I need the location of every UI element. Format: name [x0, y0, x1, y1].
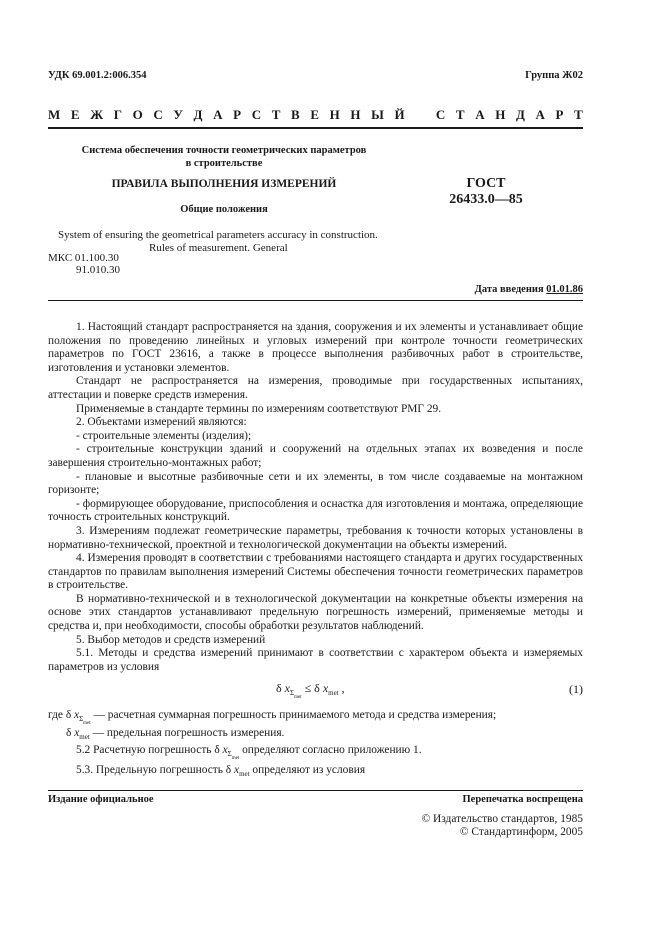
- intro-date-label: Дата введения: [474, 284, 544, 295]
- paragraph: 5. Выбор методов и средств измерений: [76, 633, 266, 646]
- banner-letter: Е: [310, 107, 319, 122]
- english-title-line: System of ensuring the geometrical parameters accuracy in construction.: [58, 229, 378, 241]
- system-title-line: в строительстве: [185, 158, 263, 169]
- banner-letter: С: [435, 107, 446, 122]
- paragraph: Применяемые в стандарте термины по измерениям соответствуют РМГ 29.: [76, 402, 442, 415]
- formula-number: (1): [569, 682, 583, 696]
- banner-letter: А: [535, 107, 545, 122]
- where-prefix: где: [48, 709, 63, 721]
- paragraph: Стандарт не распространяется на измерения, проводимые при государственных испытаниях, аттестации и поверке средств измерения.: [48, 375, 583, 401]
- banner-letter: А: [213, 107, 223, 122]
- list-item: - формирующее оборудование, приспособления и оснастка для изготовления и монтажа, определяющие точность строительных конструкций.: [48, 497, 583, 524]
- list-item: - строительные конструкции зданий и сооружений на отдельных этапах их возведения и после завершения строительно-монтажных работ;: [48, 443, 583, 469]
- udk-code: УДК 69.001.2:006.354: [48, 70, 147, 81]
- paragraph: В нормативно-технической и в технологической документации на конкретные объекты измерения на основе этих стандартов устанавливают предельную погрешность измерений, применяемые методы и средства и, при необходимости, способы обработки результатов наблюдений.: [48, 592, 583, 633]
- clause-5-2: 5.2 Расчетную погрешность δ $x_{\Sigma_{met}}$ определяют согласно приложению 1.: [76, 744, 422, 761]
- paragraph: 3. Измерениям подлежат геометрические параметры, требования к точности которых установлены в нормативно-технической, проектной и технологической документации на объекты измерений.: [48, 524, 583, 551]
- banner-letter: Р: [555, 107, 564, 122]
- banner-letter: Г: [113, 107, 122, 122]
- banner-letter: Н: [350, 107, 361, 122]
- copyright-line: © Стандартинформ, 2005: [459, 826, 583, 838]
- body-text: [48, 321, 583, 674]
- interstate-standard-banner: [48, 107, 583, 123]
- paragraph: 2. Объектами измерений являются:: [76, 416, 247, 429]
- official-edition: Издание официальное: [48, 794, 154, 805]
- paragraph: 5.1. Методы и средства измерений принимают в соответствии с характером объекта и измеряемых параметров из условия: [48, 647, 583, 673]
- banner-letter: С: [251, 107, 262, 122]
- group-code: Группа Ж02: [525, 70, 583, 81]
- reprint-prohibited: Перепечатка воспрещена: [462, 794, 583, 805]
- gost-number: 26433.0—85: [449, 192, 523, 207]
- list-item: - строительные элементы (изделия);: [76, 429, 252, 442]
- mks-line: 91.010.30: [76, 264, 120, 276]
- gost-designation: [431, 176, 541, 208]
- banner-letter: Ж: [90, 107, 104, 122]
- banner-letter: Д: [515, 107, 525, 122]
- subtitle: Общие положения: [180, 204, 268, 215]
- clause-text: определяют согласно приложению 1.: [242, 744, 422, 756]
- banner-letter: Н: [495, 107, 506, 122]
- title-rule: [48, 300, 583, 301]
- clause-text: 5.2 Расчетную погрешность: [76, 744, 212, 756]
- mks-line: МКС 01.100.30: [48, 252, 119, 264]
- formula-1: δ $x_{\Sigma_{met}} \le \delta$ $x_{met}$ ,: [276, 681, 345, 700]
- where-clause-2: δ $x_{met}$ — предельная погрешность измерения.: [66, 727, 285, 741]
- banner-letter: Е: [70, 107, 80, 122]
- banner-letter: Р: [233, 107, 242, 122]
- introduction-date: [475, 284, 583, 295]
- intro-date-value: 01.01.86: [546, 284, 583, 295]
- banner-letter: У: [173, 107, 183, 122]
- english-title-line: Rules of measurement. General: [149, 242, 288, 254]
- banner-letter: Й: [394, 107, 405, 122]
- copyright-line: © Издательство стандартов, 1985: [421, 813, 583, 825]
- list-item: - плановые и высотные разбивочные сети и их элементы, в том числе создаваемые на монтажном горизонте;: [48, 470, 583, 497]
- banner-letter: Ы: [371, 107, 384, 122]
- system-title-line: Система обеспечения точности геометрических параметров: [81, 145, 367, 156]
- where-text: — предельная погрешность измерения.: [92, 727, 285, 739]
- footer-rule: [48, 790, 583, 791]
- paragraph: 4. Измерения проводят в соответствии с требованиями настоящего стандарта и других государственных стандартов по правилам выполнения измерений Системы обеспечения точности геометрических параметров в строительстве.: [48, 552, 583, 592]
- banner-letter: Н: [329, 107, 340, 122]
- banner-letter: В: [291, 107, 300, 122]
- paragraph: 1. Настоящий стандарт распространяется на здания, сооружения и их элементы и устанавливает общие положения по проведению линейных и угловых измерений при контроле точности геометрических параметров по ГОСТ 23616, а также в процессе выполнения разбивочных работ в строительстве, изготовления и установки элементов.: [48, 321, 583, 374]
- copyright: [422, 813, 583, 839]
- mks-codes: [48, 252, 120, 276]
- where-clause-1: где δ $x_{\Sigma_{met}}$ — расчетная суммарная погрешность принимаемого метода и средства измерения;: [48, 709, 497, 726]
- clause-text: определяют из условия: [252, 764, 366, 776]
- main-title: ПРАВИЛА ВЫПОЛНЕНИЯ ИЗМЕРЕНИЙ: [111, 178, 337, 190]
- banner-letter: Т: [574, 107, 583, 122]
- clause-text: 5.3. Предельную погрешность: [76, 764, 223, 776]
- where-text: — расчетная суммарная погрешность принимаемого метода и средства измерения;: [93, 709, 497, 721]
- clause-5-3: 5.3. Предельную погрешность δ $x_{met}$ определяют из условия: [76, 764, 366, 778]
- banner-letter: М: [48, 107, 61, 122]
- banner-rule: [48, 127, 583, 129]
- system-title: [64, 144, 384, 170]
- banner-letter: С: [153, 107, 163, 122]
- gost-label: ГОСТ: [466, 176, 506, 191]
- banner-letter: О: [132, 107, 143, 122]
- banner-letter: Д: [193, 107, 203, 122]
- banner-letter: Т: [455, 107, 465, 122]
- banner-letter: Т: [271, 107, 281, 122]
- banner-letter: А: [475, 107, 485, 122]
